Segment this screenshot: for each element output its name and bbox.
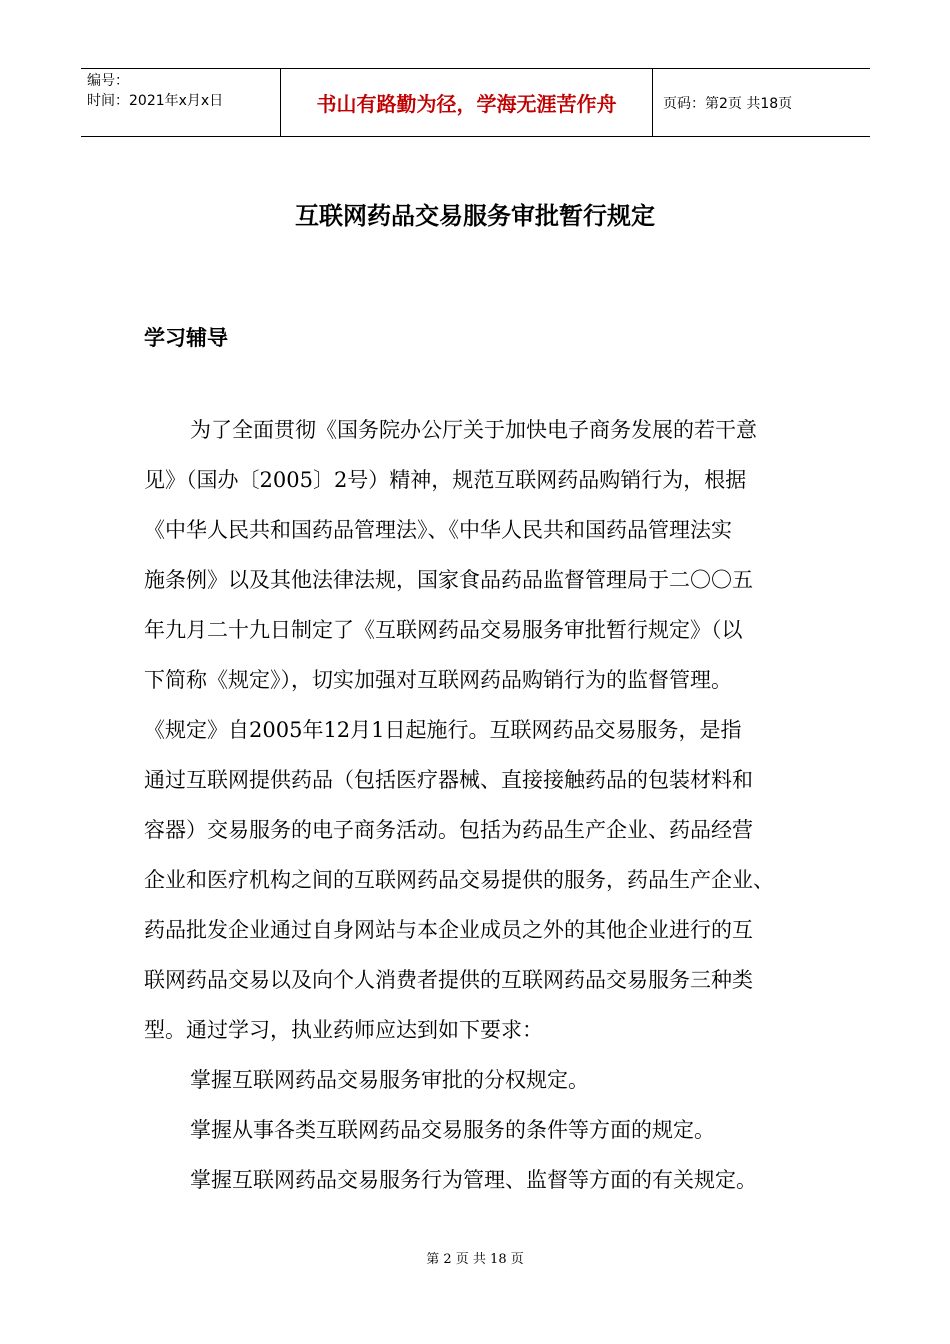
- page-footer: 第 2 页 共 18 页: [426, 1252, 524, 1267]
- paragraph-line: 《规定》自2005年12月1日起施行。互联网药品交易服务，是指: [144, 718, 742, 742]
- paragraph-line: 容器）交易服务的电子商务活动。包括为药品生产企业、药品经营: [144, 818, 753, 842]
- page-header: [81, 68, 870, 137]
- requirement-item: 掌握从事各类互联网药品交易服务的条件等方面的规定。: [190, 1118, 715, 1142]
- document-date: 时间：2021年x月x日: [87, 93, 224, 109]
- paragraph-line: 见》（国办〔2005〕2号）精神，规范互联网药品购销行为，根据: [144, 468, 747, 492]
- section-heading: 学习辅导: [144, 326, 228, 350]
- paragraph-line: 通过互联网提供药品（包括医疗器械、直接接触药品的包装材料和: [144, 768, 753, 792]
- requirement-item: 掌握互联网药品交易服务行为管理、监督等方面的有关规定。: [190, 1168, 757, 1192]
- paragraph-line: 下简称《规定》），切实加强对互联网药品购销行为的监督管理。: [144, 668, 732, 692]
- paragraph-line: 联网药品交易以及向个人消费者提供的互联网药品交易服务三种类: [144, 968, 753, 992]
- paragraph-line: 型。通过学习，执业药师应达到如下要求：: [144, 1018, 543, 1042]
- body-text: [144, 405, 814, 1205]
- paragraph-line: 年九月二十九日制定了《互联网药品交易服务审批暂行规定》（以: [144, 618, 743, 642]
- requirement-item: 掌握互联网药品交易服务审批的分权规定。: [190, 1068, 589, 1092]
- header-motto: 书山有路勤为径，学海无涯苦作舟: [281, 69, 653, 136]
- paragraph-line: 企业和医疗机构之间的互联网药品交易提供的服务，药品生产企业、: [144, 868, 774, 892]
- header-page-info: 页码：第2页 共18页: [663, 95, 793, 112]
- document-title: 互联网药品交易服务审批暂行规定: [295, 202, 655, 230]
- document-number-label: 编号：: [87, 73, 129, 89]
- paragraph-line: 药品批发企业通过自身网站与本企业成员之外的其他企业进行的互: [144, 918, 753, 942]
- header-meta: [81, 69, 281, 136]
- paragraph-line: 施条例》以及其他法律法规，国家食品药品监督管理局于二〇〇五: [144, 568, 753, 592]
- paragraph-line: 《中华人民共和国药品管理法》、《中华人民共和国药品管理法实: [144, 518, 732, 542]
- paragraph-line: 为了全面贯彻《国务院办公厅关于加快电子商务发展的若干意: [190, 418, 757, 442]
